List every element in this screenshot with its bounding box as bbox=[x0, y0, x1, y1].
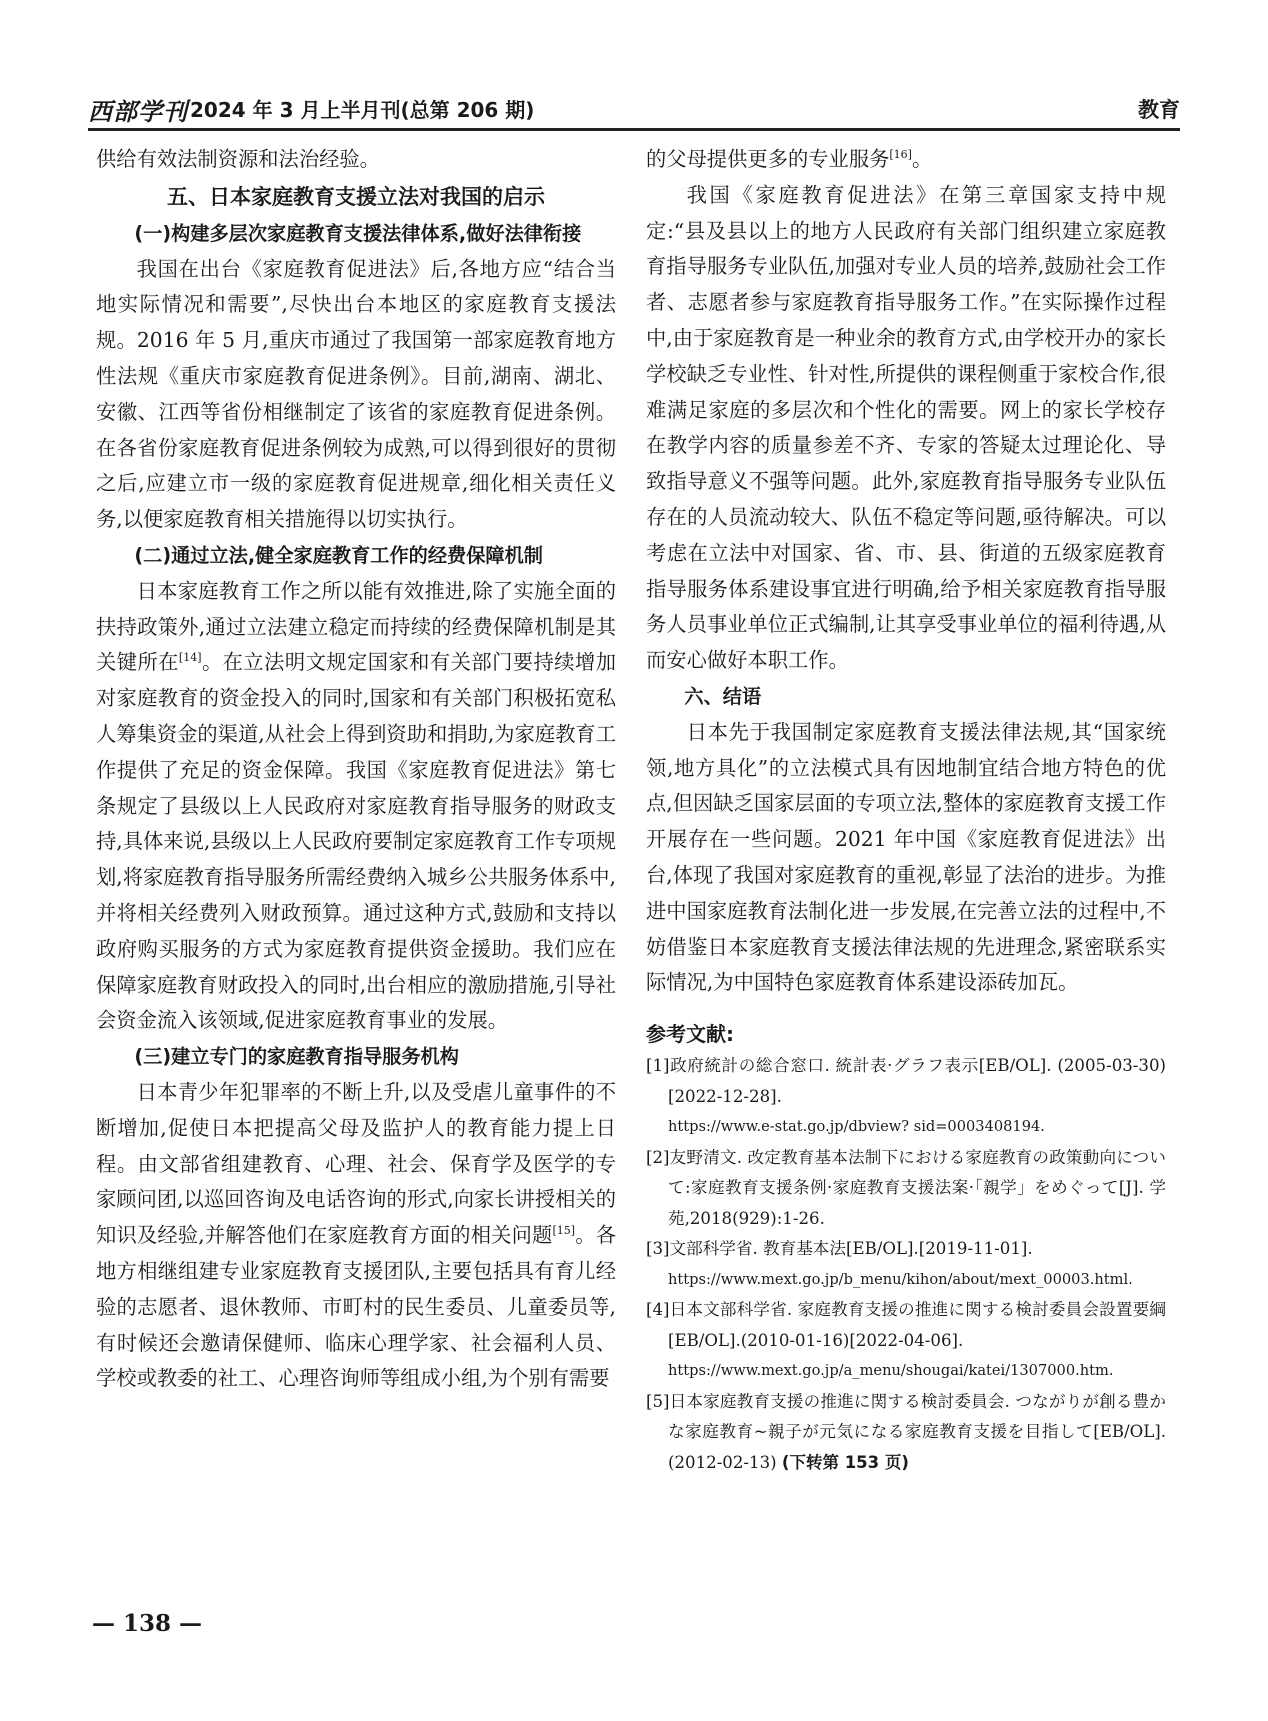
reference-item bbox=[646, 1143, 1166, 1235]
reference-url[interactable]: https://www.e-stat.go.jp/dbview? sid=0003408194. bbox=[668, 1118, 1045, 1136]
references-title: 参考文献: bbox=[646, 1022, 734, 1047]
page-number: — 138 — bbox=[92, 1610, 203, 1637]
paragraph: 供给有效法制资源和法治经验。 bbox=[96, 147, 380, 171]
journal-logo: 西部学刊 bbox=[88, 97, 188, 126]
paragraph-text: 的父母提供更多的专业服务 bbox=[646, 147, 890, 171]
paragraph-text: 。 bbox=[911, 147, 933, 171]
reference-text: [1]政府統計の総合窓口. 統計表·グラフ表示[EB/OL]. (2005-03-30)[2022-12-28]. bbox=[646, 1056, 1166, 1106]
reference-url[interactable]: https://www.mext.go.jp/b_menu/kihon/about/mext_00003.html. bbox=[668, 1270, 1133, 1288]
citation-mark: [16] bbox=[889, 148, 912, 162]
reference-text: [3]文部科学省. 教育基本法[EB/OL].[2019-11-01]. bbox=[646, 1239, 1033, 1259]
right-column bbox=[646, 142, 1166, 1478]
paragraph bbox=[646, 142, 1166, 178]
reference-item bbox=[646, 1387, 1166, 1479]
paragraph-text: 日本家庭教育工作之所以能有效推进,除了实施全面的扶持政策外,通过立法建立稳定而持续的经费保障机制是其关键所在 bbox=[96, 578, 616, 675]
issue-info: 2024 年 3 月上半月刊(总第 206 期) bbox=[190, 98, 535, 122]
paragraph: 我国《家庭教育促进法》在第三章国家支持中规定:“县及县以上的地方人民政府有关部门组织建立家庭教育指导服务专业队伍,加强对专业人员的培养,鼓励社会工作者、志愿者参与家庭教育指导服务工作。”在实际操作过程中,由于家庭教育是一种业余的教育方式,由学校开办的家长学校缺乏专业性、针对性,所提供的课程侧重于家校合作,很难满足家庭的多层次和个性化的需要。网上的家长学校存在教学内容的质量参差不齐、专家的答疑太过理论化、导致指导意义不强等问题。此外,家庭教育指导服务专业队伍存在的人员流动较大、队伍不稳定等问题,亟待解决。可以考虑在立法中对国家、省、市、县、街道的五级家庭教育指导服务体系建设事宜进行明确,给予相关家庭教育指导服务人员事业单位正式编制,让其享受事业单位的福利待遇,从而安心做好本职工作。 bbox=[646, 182, 1166, 673]
left-column bbox=[96, 142, 616, 1397]
paragraph-text: 。在立法明文规定国家和有关部门要持续增加对家庭教育的资金投入的同时,国家和有关部门积极拓宽私人筹集资金的渠道,从社会上得到资助和捐助,为家庭教育工作提供了充足的资金保障。我国《家庭教育促进法》第七条规定了县级以上人民政府对家庭教育指导服务的财政支持,具体来说,县级以上人民政府要制定家庭教育工作专项规划,将家庭教育指导服务所需经费纳入城乡公共服务体系中,并将相关经费列入财政预算。通过这种方式,鼓励和支持以政府购买服务的方式为家庭教育提供资金援助。我们应在保障家庭教育财政投入的同时,出台相应的激励措施,引导社会资金流入该领域,促进家庭教育事业的发展。 bbox=[96, 650, 616, 1033]
reference-url[interactable]: https://www.mext.go.jp/a_menu/shougai/katei/1307000.htm. bbox=[668, 1362, 1114, 1380]
subheading-three: (三)建立专门的家庭教育指导服务机构 bbox=[134, 1045, 459, 1069]
reference-item bbox=[646, 1051, 1166, 1143]
paragraph-text: 日本青少年犯罪率的不断上升,以及受虐儿童事件的不断增加,促使日本把提高父母及监护人的教育能力提上日程。由文部省组建教育、心理、社会、保育学及医学的专家顾问团,以巡回咨询及电话咨询的形式,向家长讲授相关的知识及经验,并解答他们在家庭教育方面的相关问题 bbox=[96, 1079, 616, 1248]
reference-item bbox=[646, 1234, 1166, 1295]
reference-item bbox=[646, 1295, 1166, 1387]
reference-text: [2]友野清文. 改定教育基本法制下における家庭教育の政策動向について:家庭教育支援条例·家庭教育支援法案·「親学」をめぐって[J]. 学苑,2018(929):1-26. bbox=[646, 1147, 1166, 1228]
reference-list bbox=[646, 1051, 1166, 1478]
paragraph-text: 。各地方相继组建专业家庭教育支援团队,主要包括具有育儿经验的志愿者、退休教师、市町村的民生委员、儿童委员等,有时候还会邀请保健师、临床心理学家、社会福利人员、学校或教委的社工、心理咨询师等组成小组,为个别有需要 bbox=[96, 1223, 616, 1391]
section-heading-six: 六、结语 bbox=[684, 684, 762, 708]
paragraph: 日本先于我国制定家庭教育支援法律法规,其“国家统领,地方具化”的立法模式具有因地制宜结合地方特色的优点,但因缺乏国家层面的专项立法,整体的家庭教育支援工作开展存在一些问题。2021 年中国《家庭教育促进法》出台,体现了我国对家庭教育的重视,彰显了法治的进步。为推进中国家庭教育法制化进一步发展,在完善立法的过程中,不妨借鉴日本家庭教育支援法律法规的先进理念,紧密联系实际情况,为中国特色家庭教育体系建设添砖加瓦。 bbox=[646, 719, 1166, 995]
subheading-two: (二)通过立法,健全家庭教育工作的经费保障机制 bbox=[134, 543, 543, 567]
subheading-one: (一)构建多层次家庭教育支援法律体系,做好法律衔接 bbox=[134, 221, 582, 245]
reference-text: [4]日本文部科学省. 家庭教育支援の推進に関する検討委員会設置要綱[EB/OL].(2010-01-16)[2022-04-06]. bbox=[646, 1300, 1166, 1350]
page-header bbox=[88, 88, 1180, 131]
section-name: 教育 bbox=[1138, 98, 1180, 122]
reference-text: [5]日本家庭教育支援の推進に関する検討委員会. つながりが創る豊かな家庭教育~親子が元気になる家庭教育支援を目指して[EB/OL].(2012-02-13) bbox=[646, 1391, 1166, 1472]
section-heading-five: 五、日本家庭教育支援立法对我国的启示 bbox=[167, 184, 545, 209]
paragraph: 我国在出台《家庭教育促进法》后,各地方应“结合当地实际情况和需要”,尽快出台本地区的家庭教育支援法规。2016 年 5 月,重庆市通过了我国第一部家庭教育地方性法规《重庆市家庭教育促进条例》。目前,湖南、湖北、安徽、江西等省份相继制定了该省的家庭教育促进条例。在各省份家庭教育促进条例较为成熟,可以得到很好的贯彻之后,应建立市一级的家庭教育促进规章,细化相关责任义务,以便家庭教育相关措施得以切实执行。 bbox=[96, 256, 616, 532]
citation-mark: [15] bbox=[552, 1224, 576, 1238]
citation-mark: [14] bbox=[178, 651, 202, 665]
paragraph bbox=[96, 574, 616, 1039]
continued-note: (下转第 153 页) bbox=[781, 1452, 909, 1472]
paragraph bbox=[96, 1075, 616, 1397]
